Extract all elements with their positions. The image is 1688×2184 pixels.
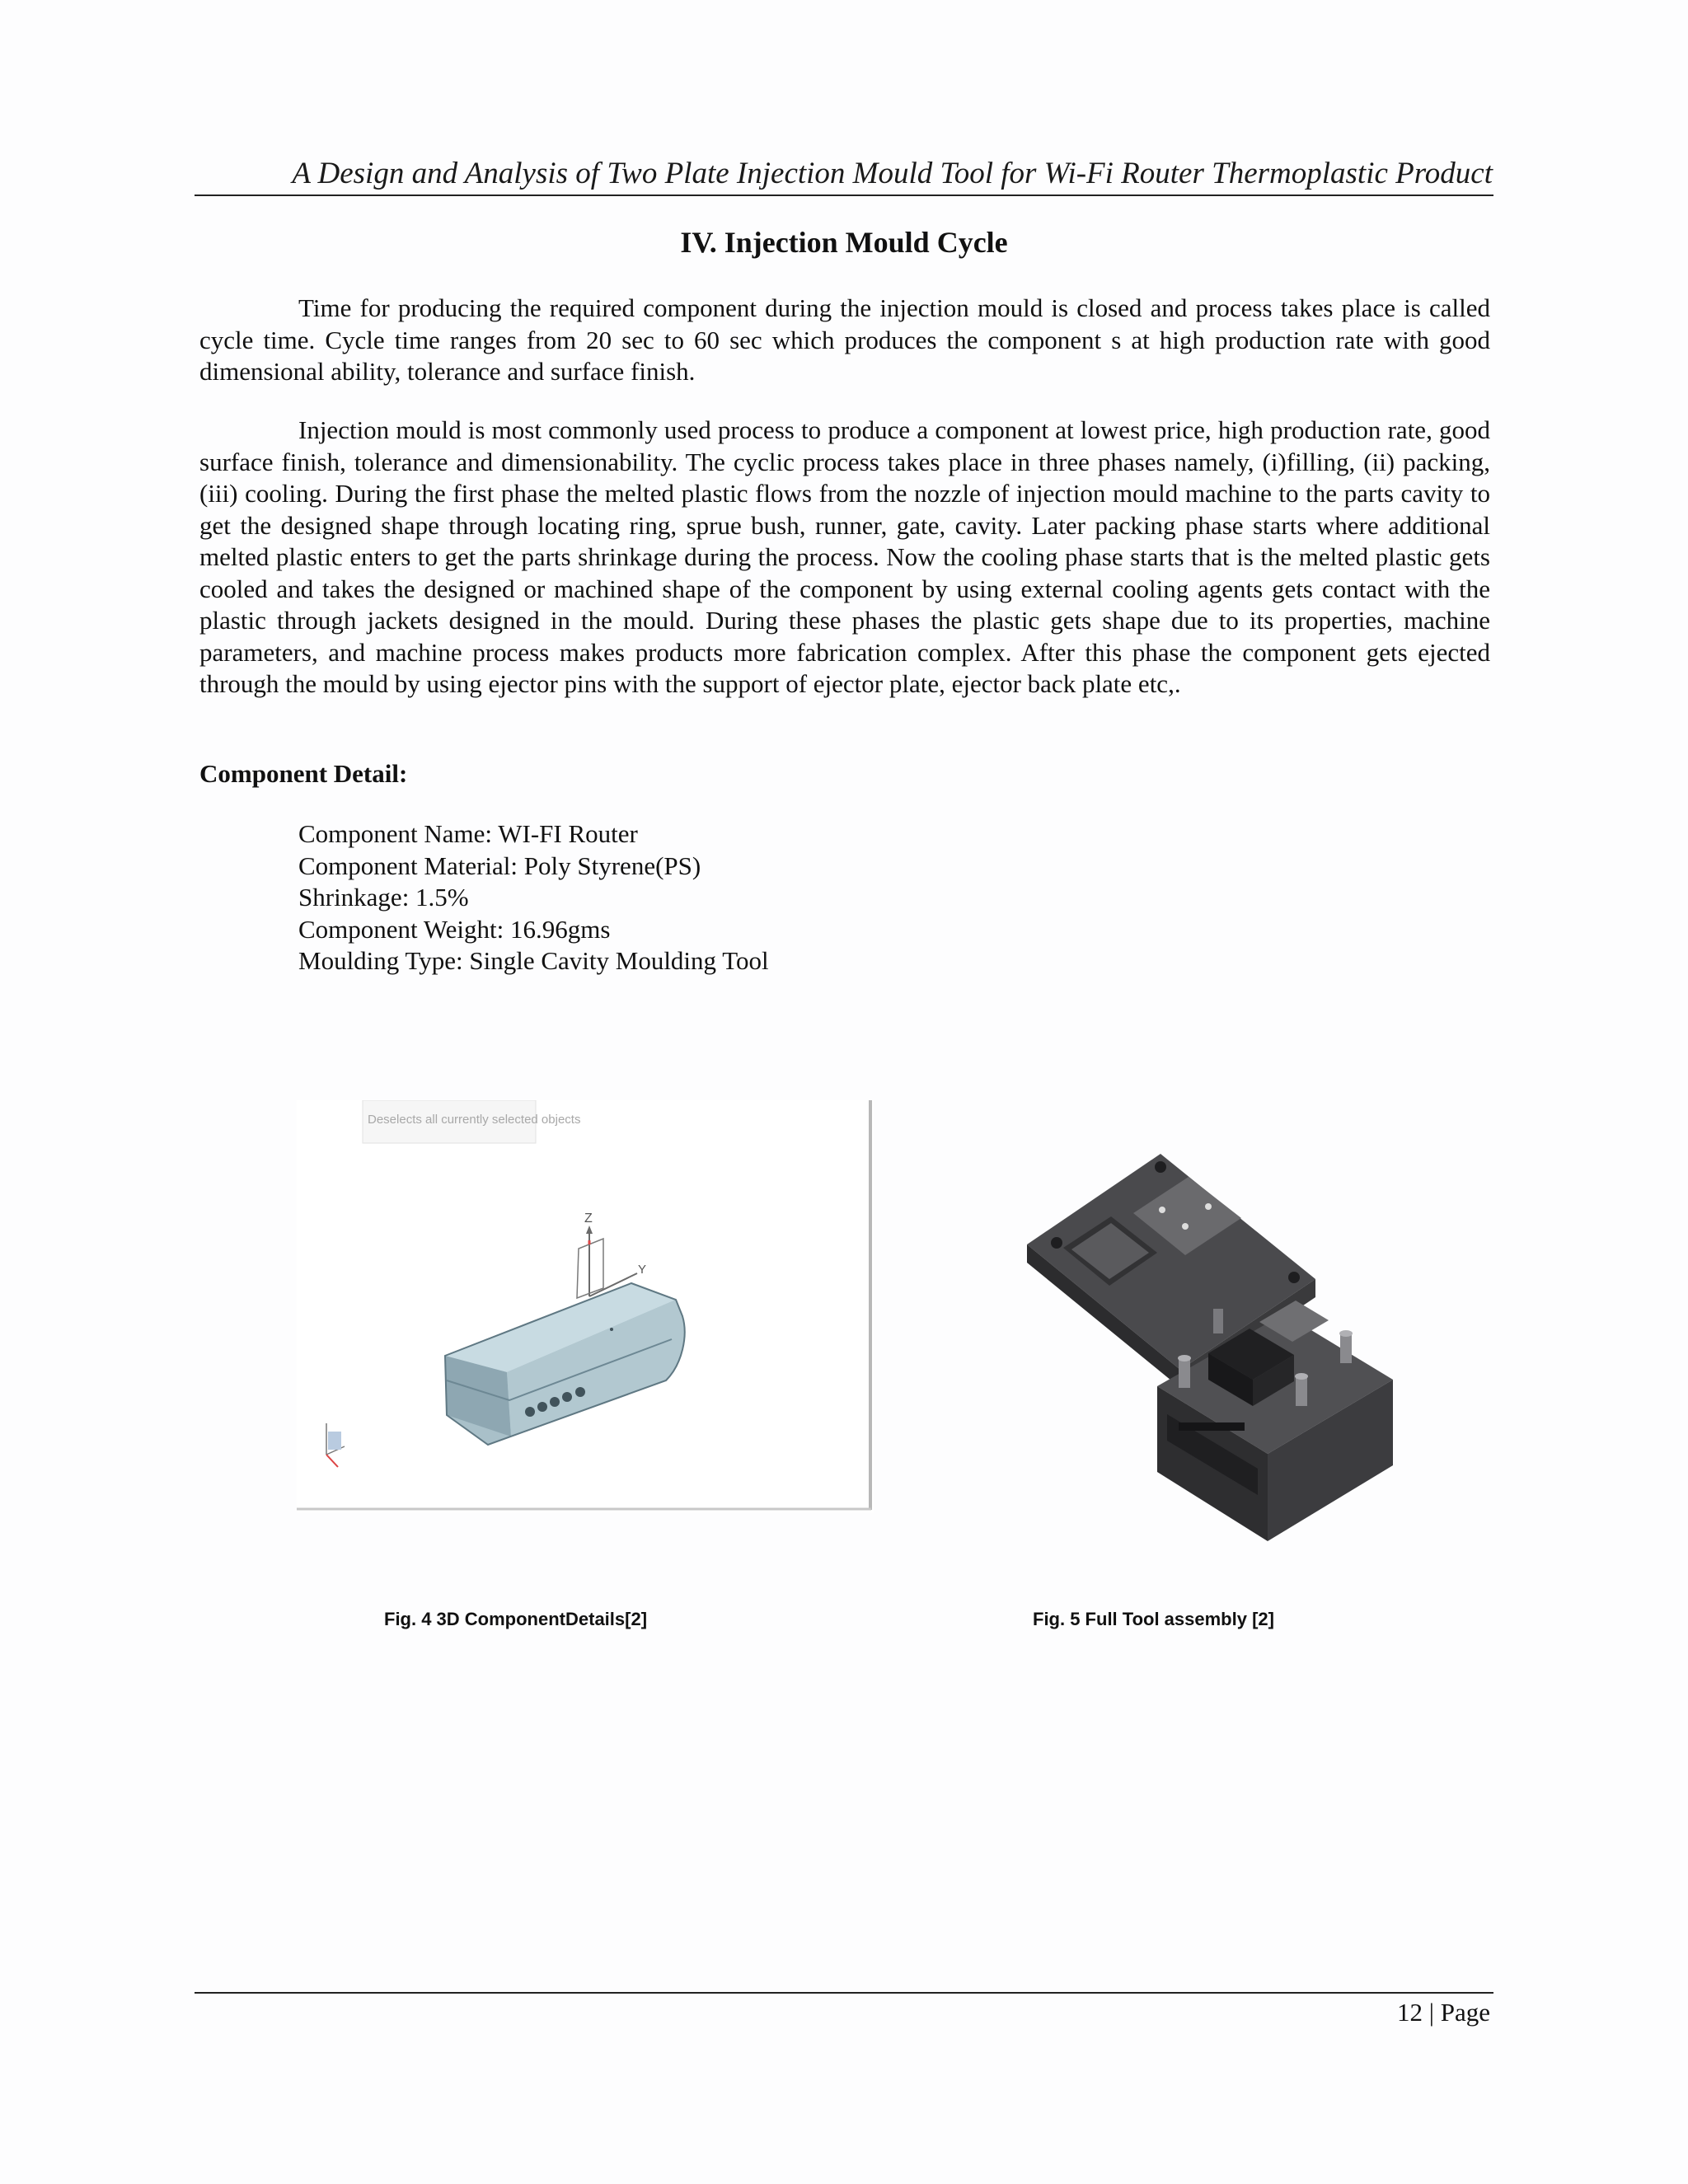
footer-rule	[195, 1992, 1493, 1994]
paragraph-mould-process: Injection mould is most commonly used process to produce a component at lowest price, high production rate, good surface finish, tolerance and dimensionability. The cyclic process takes place in three phases namely, (i)filling, (ii) packing,(iii) cooling. During the first phase the melted plastic flows from the nozzle of injection mould machine to the parts cavity to get the designed shape through locating ring, sprue bush, runner, gate, cavity. Later packing phase starts where additional melted plastic enters to get the parts shrinkage during the process. Now the cooling phase starts that is the melted plastic gets cooled and takes the designed or machined shape of the component by using external cooling agents gets contact with the plastic through jackets designed in the mould. During these phases the plastic gets shape due to its properties, machine parameters, and machine process makes products more fabrication complex. After this phase the component gets ejected through the mould by using ejector pins with the support of ejector plate, ejector back plate etc,.	[199, 415, 1490, 698]
moulding-type-line: Moulding Type: Single Cavity Moulding Tool	[298, 946, 769, 975]
component-weight-line: Component Weight: 16.96gms	[298, 914, 611, 944]
shrinkage-line: Shrinkage: 1.5%	[298, 883, 469, 912]
paragraph-cycle-time: Time for producing the required component during the injection mould is closed and process takes place is called cycle time. Cycle time ranges from 20 sec to 60 sec which produces the component s at high production rate with good dimensional ability, tolerance and surface finish.	[199, 293, 1490, 386]
running-header-title: A Design and Analysis of Two Plate Injection Mould Tool for Wi-Fi Router Thermoplastic Product	[292, 157, 1493, 190]
axis-y-label: Y	[638, 1263, 647, 1277]
component-detail-heading: Component Detail:	[199, 759, 408, 788]
page-number: 12 | Page	[1397, 1998, 1490, 2027]
figure-4-caption: Fig. 4 3D ComponentDetails[2]	[384, 1609, 648, 1629]
figure-tool-assembly	[1006, 1137, 1451, 1541]
component-material-line: Component Material: Poly Styrene(PS)	[298, 851, 701, 880]
section-heading: IV. Injection Mould Cycle	[680, 226, 1008, 259]
figure-3d-component	[297, 1100, 874, 1512]
figure-5-caption: Fig. 5 Full Tool assembly [2]	[1033, 1609, 1274, 1629]
component-detail-list	[298, 818, 769, 977]
component-name-line: Component Name: WI-FI Router	[298, 819, 638, 848]
header-rule	[195, 194, 1493, 196]
cad-toolbar-hint: Deselects all currently selected objects	[368, 1113, 581, 1127]
axis-z-label: Z	[584, 1212, 593, 1226]
